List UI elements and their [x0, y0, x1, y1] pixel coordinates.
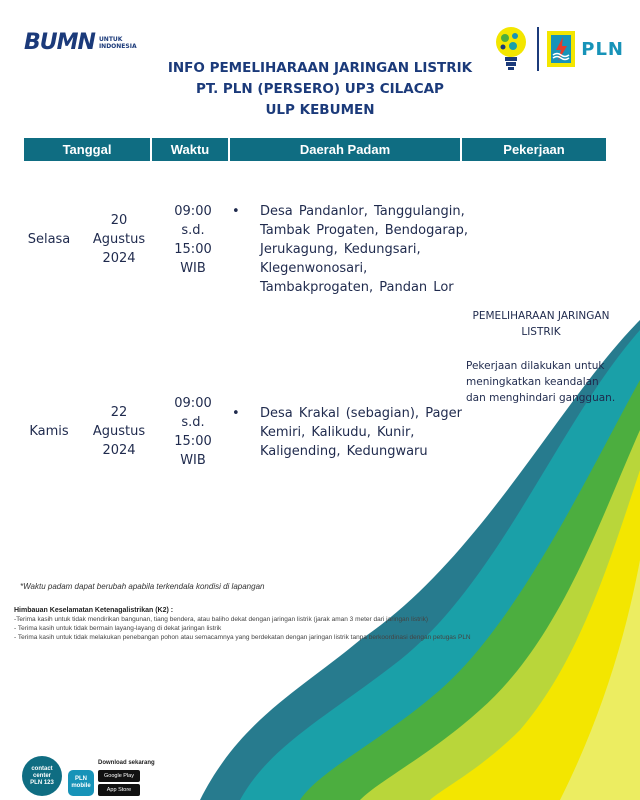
- pln-logo-text: PLN: [581, 38, 624, 60]
- header-tanggal: Tanggal: [24, 138, 152, 161]
- row-time: 09:00 s.d. 15:00 WIB: [174, 204, 212, 276]
- header-daerah-padam: Daerah Padam: [230, 138, 462, 161]
- row-area: Desa Krakal (sebagian), Pager Kemiri, Kalikudu, Kunir, Kaligending, Kedungwaru: [260, 406, 463, 459]
- app-store-button[interactable]: App Store: [98, 784, 140, 796]
- bumn-logo: [24, 30, 149, 55]
- header-pekerjaan: Pekerjaan: [503, 142, 565, 157]
- safety-item: - Terima kasih untuk tidak bermain layang-layang di dekat jaringan listrik: [14, 625, 222, 632]
- footnote: *Waktu padam dapat berubah apabila terkendala kondisi di lapangan: [20, 582, 265, 591]
- work-detail: Pekerjaan dilakukan untuk meningkatkan keandalan dan menghindari gangguan.: [466, 360, 616, 404]
- work-title: PEMELIHARAAN JARINGAN LISTRIK: [472, 310, 610, 338]
- footer: [22, 756, 155, 796]
- work-description: [466, 308, 616, 406]
- row-date: 22 Agustus 2024: [92, 405, 146, 458]
- contact-center-badge[interactable]: contact center PLN 123: [22, 756, 62, 796]
- bumn-logo-subtitle: UNTUK INDONESIA: [98, 35, 137, 50]
- bullet-icon: •: [232, 204, 240, 219]
- safety-notice: [14, 606, 534, 642]
- row-time: 09:00 s.d. 15:00 WIB: [174, 396, 212, 468]
- title-line-1: INFO PEMELIHARAAN JARINGAN LISTRIK: [167, 60, 473, 76]
- header-waktu: Waktu: [152, 138, 230, 161]
- title-line-3: ULP KEBUMEN: [265, 102, 375, 118]
- row-date: 20 Agustus 2024: [92, 213, 146, 266]
- download-label: Download sekarang: [98, 760, 155, 766]
- table-header: [24, 138, 606, 161]
- row-day: Selasa: [27, 232, 71, 247]
- row-area: Desa Pandanlor, Tanggulangin, Tambak Progaten, Bendogarap, Jerukagung, Kedungsari, Klegenwonosari, Tambakprogaten, Pandan Lor: [260, 204, 469, 295]
- google-play-button[interactable]: Google Play: [98, 770, 140, 782]
- app-store-links: [98, 760, 155, 796]
- bullet-icon: •: [232, 406, 240, 421]
- bumn-logo-mark: BUMN: [24, 30, 95, 55]
- pln-mobile-app-icon[interactable]: PLN mobile: [68, 770, 94, 796]
- safety-title: Himbauan Keselamatan Ketenagalistrikan (K2) :: [14, 607, 174, 614]
- page-title: [0, 58, 640, 121]
- safety-item: - Terima kasih untuk tidak melakukan penebangan pohon atau semacamnya yang berdekatan dengan jaringan listrik tanpa berkoordinasi dengan petugas PLN: [14, 634, 471, 641]
- row-day: Kamis: [29, 424, 69, 439]
- title-line-2: PT. PLN (PERSERO) UP3 CILACAP: [196, 81, 444, 97]
- safety-item: -Terima kasih untuk tidak mendirikan bangunan, tiang bendera, atau baliho dekat dengan jaringan listrik (jarak aman 3 meter dari jaringan listrik): [14, 616, 429, 623]
